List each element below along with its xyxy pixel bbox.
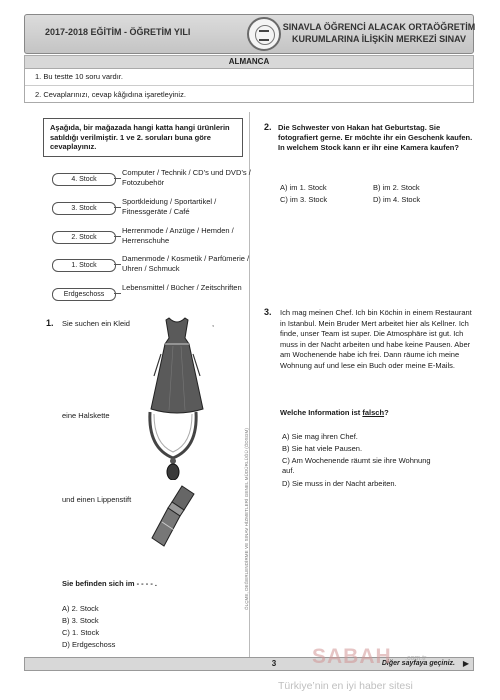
instruction-1: 1. Bu testte 10 soru vardır. — [25, 68, 473, 86]
exam-header — [24, 14, 474, 54]
q2-option-b: B) im 2. Stock — [373, 183, 420, 192]
lipstick-icon — [150, 482, 206, 554]
floor-label: 3. Stock — [52, 202, 116, 215]
floor-row — [52, 168, 251, 196]
necklace-icon — [140, 406, 210, 480]
floor-desc: Sportkleidung / Sportartikel / Fitnessgeräte / Café — [122, 197, 217, 216]
floor-label: 4. Stock — [52, 173, 116, 186]
q3-option-b: B) Sie hat viele Pausen. — [282, 444, 363, 453]
floor-row — [52, 254, 250, 282]
floor-desc: Lebensmittel / Bücher / Zeitschriften — [122, 283, 242, 292]
floor-label: Erdgeschoss — [52, 288, 116, 301]
floor-desc: Herrenmode / Anzüge / Hemden / Herrenschuhe — [122, 226, 234, 245]
arrow-right-icon: ▶ — [462, 659, 469, 668]
q1-option-a: A) 2. Stock — [62, 604, 99, 613]
page-number: 3 — [271, 659, 277, 668]
watermark-slogan: Türkiye’nin en iyi haber sitesi — [278, 680, 413, 692]
watermark-domain: .com.tr — [405, 655, 427, 662]
q1-option-b: B) 3. Stock — [62, 616, 99, 625]
q2-option-a: A) im 1. Stock — [280, 183, 327, 192]
question-1-text-dress: Sie suchen ein Kleid — [62, 319, 130, 328]
question-1-text-lipstick: und einen Lippenstift — [62, 495, 132, 504]
q1-option-d: D) Erdgeschoss — [62, 640, 116, 649]
instructions-box — [24, 68, 474, 103]
ministry-seal-icon — [247, 17, 281, 51]
exam-title — [279, 21, 479, 45]
q2-option-c: C) im 3. Stock — [280, 195, 328, 204]
floor-desc: Damenmode / Kosmetik / Parfümerie / Uhren / Schmuck — [122, 254, 250, 273]
dress-icon — [145, 314, 209, 418]
question-3-stem: Welche Information ist falsch? — [280, 408, 389, 417]
floor-label: 2. Stock — [52, 231, 116, 244]
question-1-text-necklace: eine Halskette — [62, 411, 110, 420]
question-1-number: 1. — [46, 318, 54, 328]
question-2-number: 2. — [264, 122, 272, 132]
q3-option-c: C) Am Wochenende räumt sie ihre Wohnung auf. — [282, 456, 431, 475]
question-3-keyword: falsch — [362, 408, 385, 417]
question-1-stem: Sie befinden sich im - - - - . — [62, 579, 158, 588]
school-year: 2017-2018 EĞİTİM - ÖĞRETİM YILI — [45, 27, 191, 37]
q2-option-d: D) im 4. Stock — [373, 195, 421, 204]
subject-bar: ALMANCA — [24, 55, 474, 69]
floor-row — [52, 283, 242, 311]
intro-box: Aşağıda, bir mağazada hangi katta hangi ürünlerin satıldığı verilmiştir. 1 ve 2. soruları buna göre cevaplayınız. — [43, 118, 243, 157]
floor-row — [52, 226, 232, 254]
q3-option-a: A) Sie mag ihren Chef. — [282, 432, 358, 441]
floor-desc: Computer / Technik / CD’s und DVD’s / Fotozubehör — [122, 168, 251, 187]
question-3-text: Ich mag meinen Chef. Ich bin Köchin in einem Restaurant in Istanbul. Mein Bruder Mert arbeitet hier als Kellner. Ich finde, unser Team ist super. Die Atmosphäre ist gut. Ich muss in der Nacht arbeiten und habe keine Pausen. Aber am Wochenende habe ich frei. Dann räume ich meine Wohnung auf und lese ein Buch oder meine E-Mails. — [280, 308, 472, 370]
floor-row — [52, 197, 232, 225]
question-3-number: 3. — [264, 307, 272, 317]
next-page-hint: Diğer sayfaya geçiniz. — [381, 660, 455, 667]
q3-option-d: D) Sie muss in der Nacht arbeiten. — [282, 479, 397, 488]
exam-title-line2: KURUMLARINA İLİŞKİN MERKEZİ SINAV — [292, 34, 466, 44]
question-1-comma: , — [212, 319, 215, 328]
sidebar-text: ÖLÇME, DEĞERLENDİRME VE SINAV HİZMETLERİ GENEL MÜDÜRLÜĞÜ (ÖDSGM) — [244, 428, 249, 610]
exam-title-line1: SINAVLA ÖĞRENCİ ALACAK ORTAÖĞRETİM — [282, 22, 476, 32]
q1-option-c: C) 1. Stock — [62, 628, 100, 637]
watermark-brand: SABAH — [312, 645, 392, 668]
floor-label: 1. Stock — [52, 259, 116, 272]
instruction-2: 2. Cevaplarınızı, cevap kâğıdına işaretleyiniz. — [35, 90, 186, 99]
question-2-text: Die Schwester von Hakan hat Geburtstag. Sie fotografiert gerne. Er möchte ihr ein Geschenk kaufen. In welchem Stock kann er ihr eine Kamera kaufen? — [278, 123, 473, 152]
